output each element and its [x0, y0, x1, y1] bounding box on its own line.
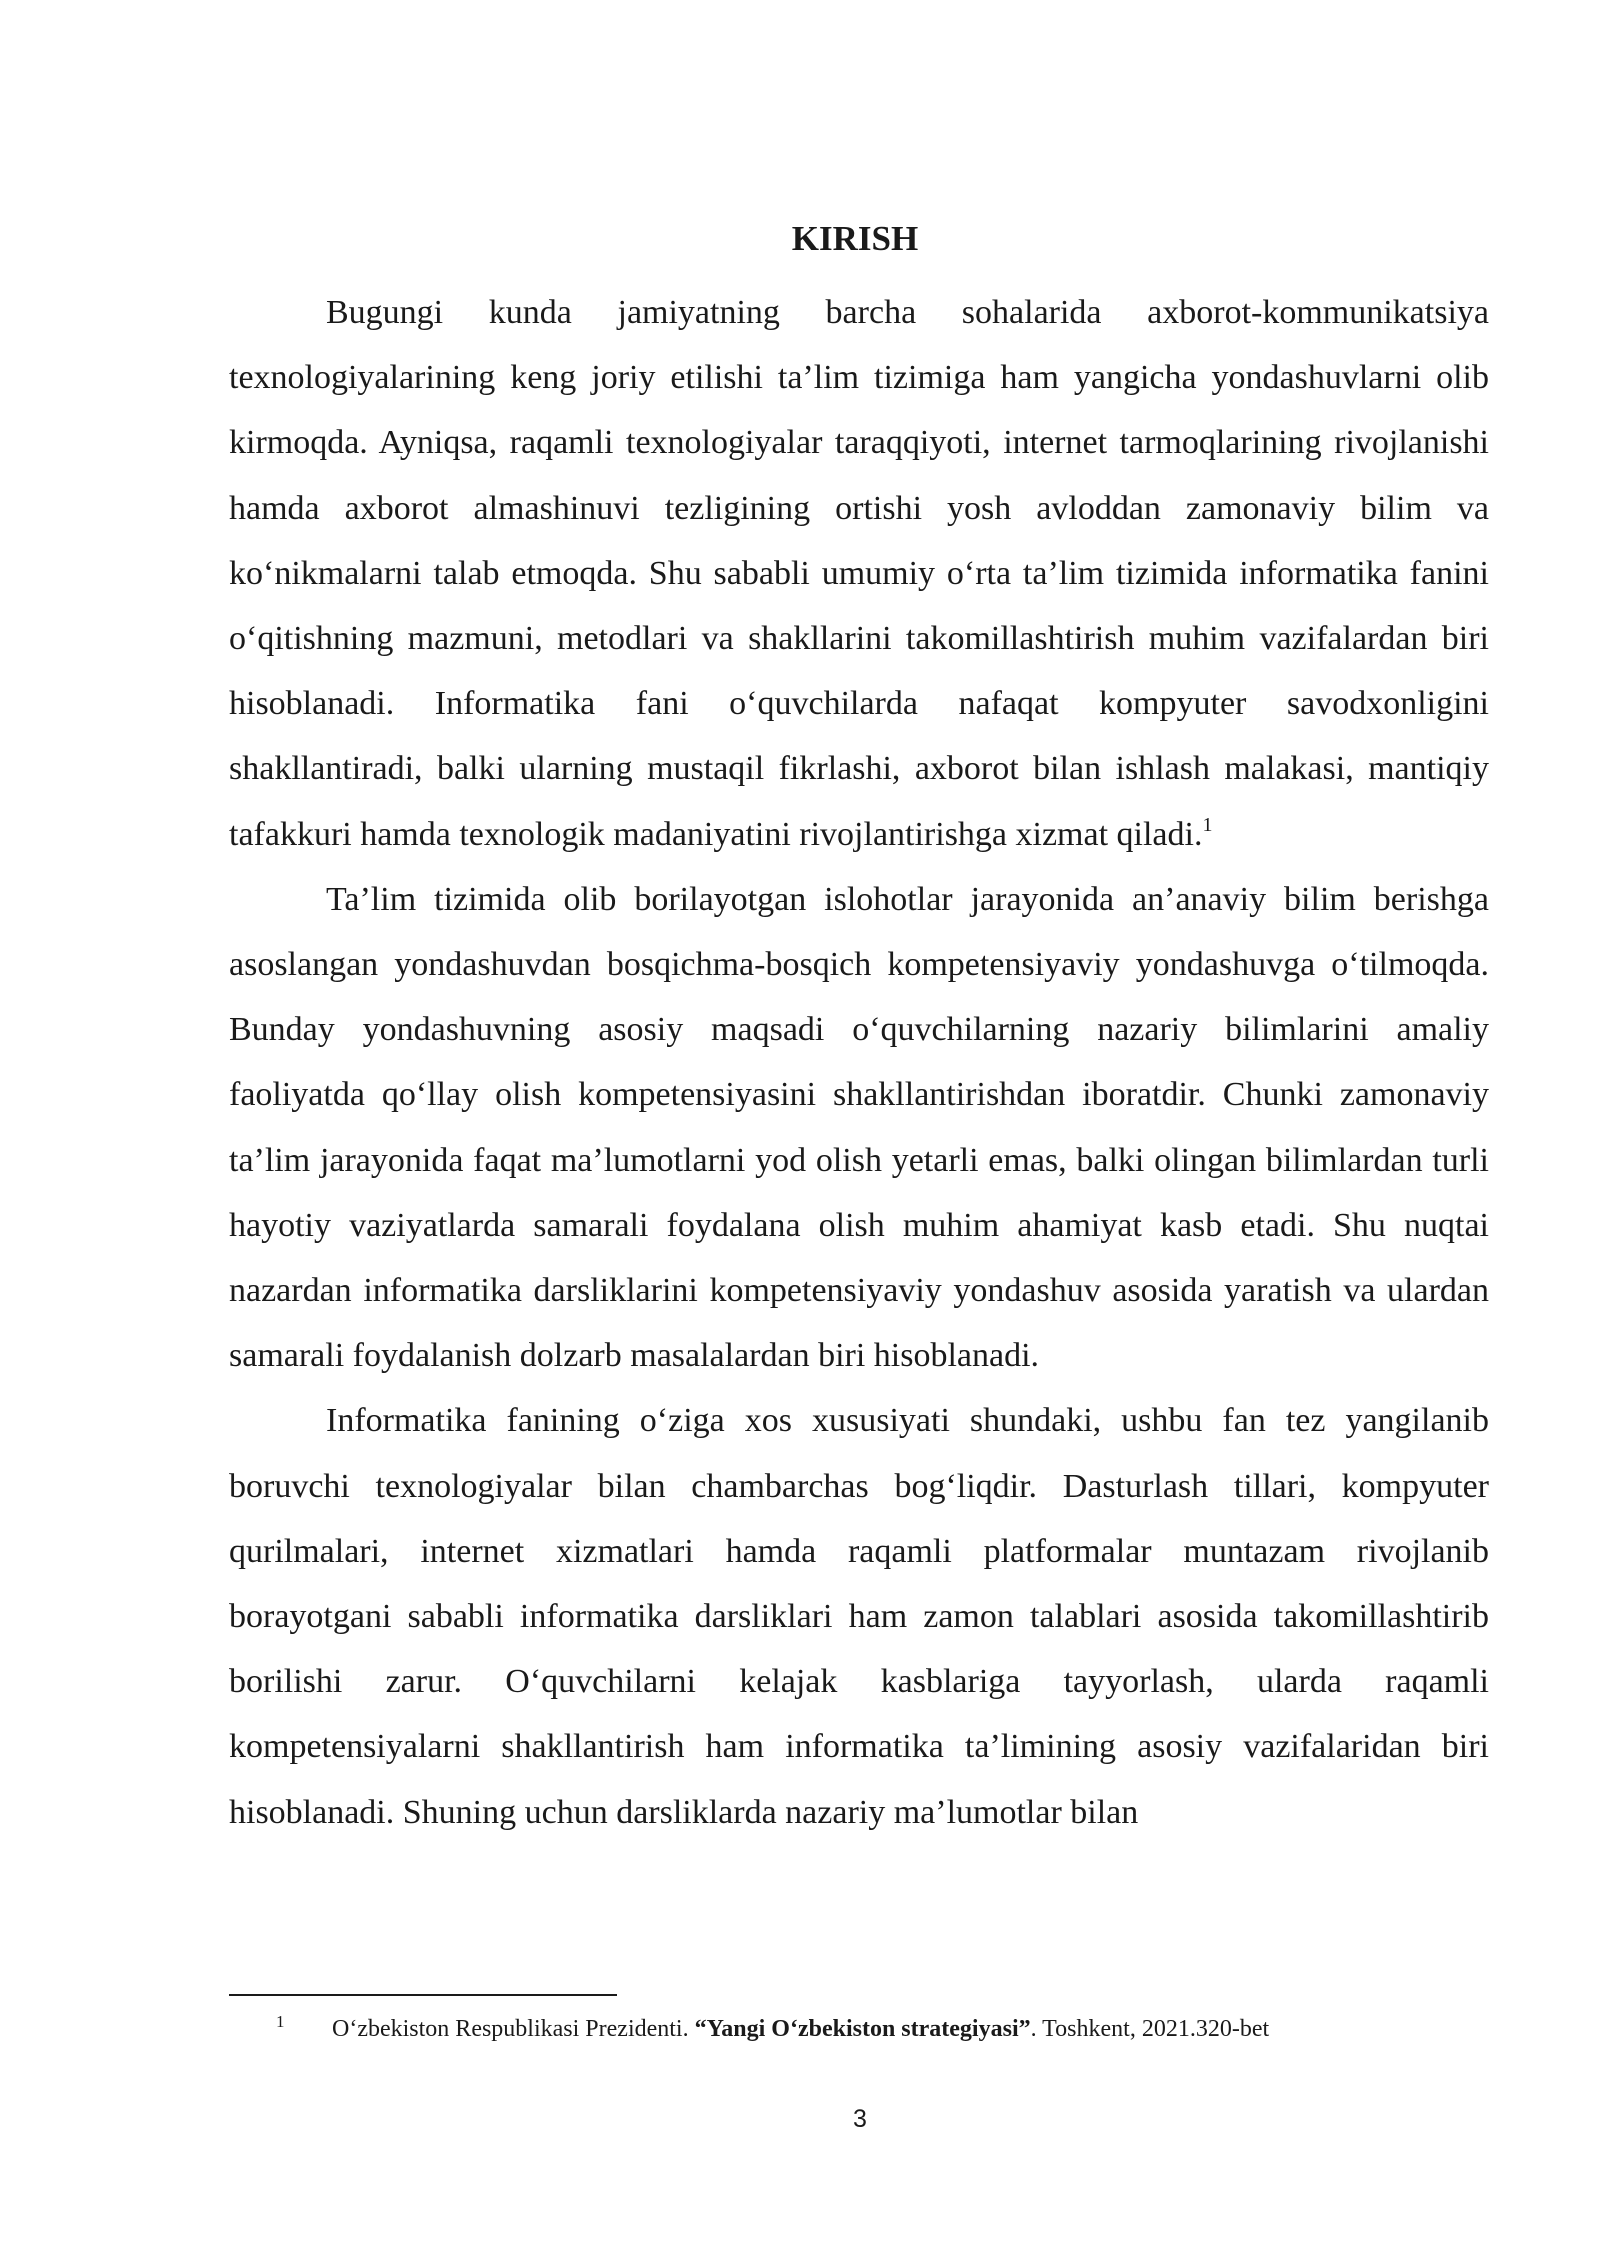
- paragraph-2: Ta’lim tizimida olib borilayotgan islohotlar jarayonida an’anaviy bilim berishga asoslangan yondashuvdan bosqichma-bosqich kompetensiyaviy yondashuvga oʻtilmoqda. Bunday yondashuvning asosiy maqsadi oʻquvchilarning nazariy bilimlarini amaliy faoliyatda qoʻllay olish kompetensiyasini shakllantirishdan iboratdir. Chunki zamonaviy ta’lim jarayonida faqat ma’lumotlarni yod olish yetarli emas, balki olingan bilimlardan turli hayotiy vaziyatlarda samarali foydalana olish muhim ahamiyat kasb etadi. Shu nuqtai nazardan informatika darsliklarini kompetensiyaviy yondashuv asosida yaratish va ulardan samarali foydalanish dolzarb masalalardan biri hisoblanadi.: [229, 880, 1489, 1375]
- footnote-separator: [229, 1994, 617, 1996]
- footnote-details: . Toshkent, 2021.320-bet: [1030, 2016, 1270, 2042]
- paragraph-3: Informatika fanining oʻziga xos xususiyati shundaki, ushbu fan tez yangilanib boruvchi texnologiyalar bilan chambarchas bogʻliqdir. Dasturlash tillari, kompyuter qurilmalari, internet xizmatlari hamda raqamli platformalar muntazam rivojlanib borayotgani sababli informatika darsliklari ham zamon talablari asosida takomillashtirib borilishi zarur. Oʻquvchilarni kelajak kasblariga tayyorlash, ularda raqamli kompetensiyalarni shakllantirish ham informatika ta’limining asosiy vazifalaridan biri hisoblanadi. Shuning uchun darsliklarda nazariy ma’lumotlar bilan: [229, 1402, 1489, 1831]
- footnote-title: “Yangi Oʻzbekiston strategiyasi”: [694, 2016, 1031, 2042]
- footnote-reference: 1: [1202, 813, 1213, 836]
- paragraph-1-text: Bugungi kunda jamiyatning barcha sohalarida axborot-kommunikatsiya texnologiyalarining keng joriy etilishi ta’lim tizimiga ham yangicha yondashuvlarni olib kirmoqda. Ayniqsa, raqamli texnologiyalar taraqqiyoti, internet tarmoqlarining rivojlanishi hamda axborot almashinuvi tezligining ortishi yosh avloddan zamonaviy bilim va koʻnikmalarni talab etmoqda. Shu sababli umumiy oʻrta ta’lim tizimida informatika fanini oʻqitishning mazmuni, metodlari va shakllarini takomillashtirish muhim vazifalardan biri hisoblanadi. Informatika fani oʻquvchilarda nafaqat kompyuter savodxonligini shakllantiradi, balki ularning mustaqil fikrlashi, axborot bilan ishlash malakasi, mantiqiy tafakkuri hamda texnologik madaniyatini rivojlantirishga xizmat qiladi.: [229, 294, 1489, 853]
- page-number: 3: [853, 2105, 867, 2133]
- body-text: [229, 280, 1489, 1845]
- paragraph-1: [229, 280, 1489, 867]
- footnote-author: Oʻzbekiston Respublikasi Prezidenti.: [332, 2016, 695, 2042]
- footnote: $^1$ Oʻzbekiston Respublikasi Prezidenti. “Yangi Oʻzbekiston strategiyasi”. Toshkent, 2021.320-bet: [276, 2012, 1270, 2042]
- section-heading: KIRISH: [791, 219, 919, 258]
